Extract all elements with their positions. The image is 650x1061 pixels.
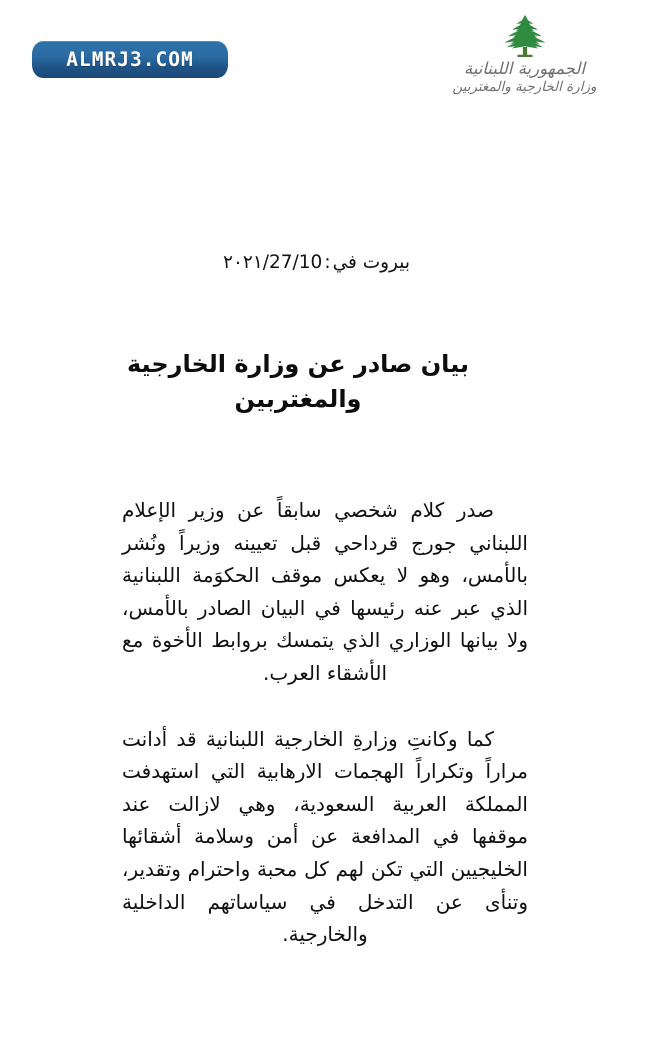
- cedar-tree-icon: [498, 14, 552, 58]
- dateline-separator: :: [324, 252, 331, 273]
- ministry-emblem: [432, 14, 617, 94]
- page-title-line-2: والمغتربين: [234, 384, 362, 413]
- emblem-republic-text: الجمهورية اللبنانية: [463, 59, 586, 78]
- dateline: [0, 252, 410, 273]
- page-title: [0, 347, 596, 417]
- watermark-badge: [32, 41, 228, 78]
- body-paragraph-text: كما وكانتِ وزارةِ الخارجية اللبنانية قد أدانت مراراً وتكراراً الهجمات الارهابية التي استهدفت المملكة العربية السعودية، وهي لازالت عند موقفها في المدافعة عن أمن وسلامة أشقائها الخليجيين التي تكن لهم كل محبة واحترام وتقدير، وتنأى عن التدخل في سياساتهم الداخلية والخارجية.: [122, 726, 528, 947]
- body-paragraph-text: صدر كلام شخصي سابقاً عن وزير الإعلام اللبناني جورج قرداحي قبل تعيينه وزيراً ونُشر بالأمس، وهو لا يعكس موقف الحكوَمة اللبنانية الذي عبر عنه رئيسها في البيان الصادر بالأمس، ولا بيانها الوزاري الذي يتمسك بروابط الأخوة مع الأشقاء العرب.: [122, 498, 528, 685]
- dateline-date: 27/10/٢٠٢١: [223, 252, 323, 273]
- document-header: [0, 0, 650, 130]
- statement-body: [122, 494, 528, 951]
- watermark-label: ALMRJ3.COM: [66, 48, 194, 71]
- body-paragraph: [122, 723, 528, 951]
- page-title-line-1: بيان صادر عن وزارة الخارجية: [126, 350, 469, 379]
- emblem-ministry-text: وزارة الخارجية والمغتربين: [452, 78, 597, 95]
- dateline-city: بيروت في: [332, 252, 410, 273]
- body-paragraph: [122, 494, 528, 690]
